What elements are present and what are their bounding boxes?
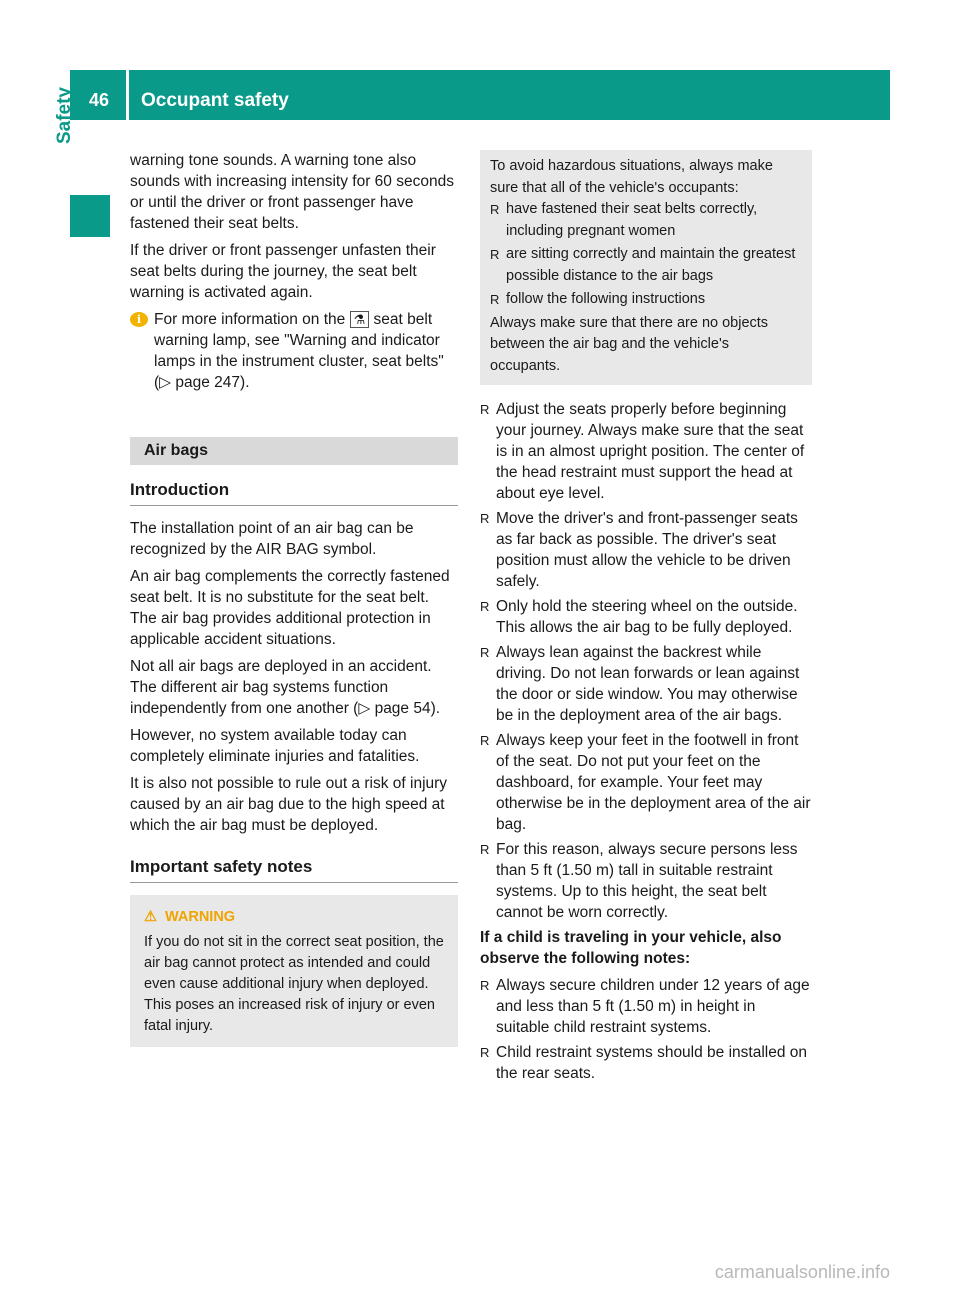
right-column <box>480 150 812 1088</box>
list-item: R Adjust the seats properly before beginning your journey. Always make sure that the seat is in an almost upright position. The center of the head restraint must support the head at about eye level. <box>480 399 812 504</box>
child-list <box>480 975 812 1084</box>
warning-header <box>144 907 444 928</box>
page-number: 46 <box>88 90 110 110</box>
child-heading: If a child is traveling in your vehicle, also observe the following notes: <box>480 929 782 967</box>
note-list <box>490 199 802 311</box>
list-item: R Always secure children under 12 years of age and less than 5 ft (1.50 m) in height in suitable child restraint systems. <box>480 975 812 1038</box>
list-item: R Child restraint systems should be installed on the rear seats. <box>480 1042 812 1084</box>
list-item: R For this reason, always secure persons less than 5 ft (1.50 m) tall in suitable restraint systems. Up to this height, the seat belt cannot be worn correctly. <box>480 839 812 923</box>
paragraph: If the driver or front passenger unfasten their seat belts during the journey, the seat belt warning is activated again. <box>130 242 436 301</box>
list-item: R have fastened their seat belts correctly, including pregnant women <box>490 199 802 242</box>
list-item: R follow the following instructions <box>490 289 802 311</box>
paragraph: However, no system available today can completely eliminate injuries and fatalities. <box>130 727 420 765</box>
paragraph: warning tone sounds. A warning tone also sounds with increasing intensity for 60 seconds or until the driver or front passenger have fastened their seat belts. <box>130 152 454 232</box>
note-box <box>480 150 812 385</box>
paragraph: Not all air bags are deployed in an accident. The different air bag systems function independently from one another (▷ page 54). <box>130 658 441 717</box>
paragraph: It is also not possible to rule out a risk of injury caused by an air bag due to the high speed at which the air bag must be deployed. <box>130 775 448 834</box>
footer-watermark: carmanualsonline.info <box>714 1262 890 1282</box>
instruction-list <box>480 399 812 923</box>
info-text-after: seat belt warning lamp, see "Warning and indicator lamps in the instrument cluster, seat belts" (▷ page 247). <box>154 311 444 391</box>
list-item: R are sitting correctly and maintain the greatest possible distance to the air bags <box>490 244 802 287</box>
list-item: R Only hold the steering wheel on the outside. This allows the air bag to be fully deployed. <box>480 596 812 638</box>
warning-text: If you do not sit in the correct seat position, the air bag cannot protect as intended and could even cause additional injury when deployed. This poses an increased risk of injury or even fatal injury. <box>144 934 444 1034</box>
info-text-before: For more information on the <box>154 311 346 328</box>
warning-label: WARNING <box>165 909 236 925</box>
warning-box <box>130 895 458 1047</box>
list-item: R Always lean against the backrest while driving. Do not lean forwards or lean against the door or side window. You may otherwise be in the deployment area of the air bags. <box>480 642 812 726</box>
subheading-introduction: Introduction <box>130 479 458 506</box>
paragraph: The installation point of an air bag can be recognized by the AIR BAG symbol. <box>130 520 414 558</box>
warning-triangle-icon: ⚠ <box>144 909 157 925</box>
left-column <box>130 150 458 1047</box>
info-text <box>154 309 458 393</box>
sidebar-label-text: Safety <box>54 87 75 145</box>
list-item: R Always keep your feet in the footwell in front of the seat. Do not put your feet on the dashboard, for example. Your feet may otherwise be in the deployment area of the air bag. <box>480 730 812 835</box>
info-note <box>130 309 458 393</box>
info-icon: i <box>130 312 148 327</box>
section-title: Air bags <box>130 437 458 465</box>
note-outro: Always make sure that there are no objects between the air bag and the vehicle's occupants. <box>490 314 769 374</box>
list-item: R Move the driver's and front-passenger seats as far back as possible. The driver's seat position must allow the vehicle to be driven safely. <box>480 508 812 592</box>
sidebar-section-label <box>40 87 80 247</box>
chapter-title: Occupant safety <box>141 90 289 111</box>
subheading-safety-notes: Important safety notes <box>130 856 458 883</box>
paragraph: An air bag complements the correctly fastened seat belt. It is no substitute for the seat belt. The air bag provides additional protection in applicable accident situations. <box>130 568 450 648</box>
note-intro: To avoid hazardous situations, always make sure that all of the vehicle's occupants: <box>490 158 773 196</box>
header-divider <box>126 70 129 120</box>
seatbelt-warning-icon: ⚗ <box>350 311 370 328</box>
